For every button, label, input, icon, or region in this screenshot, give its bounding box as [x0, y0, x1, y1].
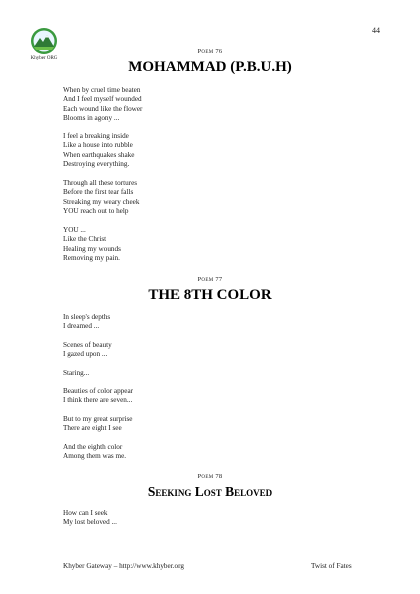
footer-source: Khyber Gateway – http://www.khyber.org: [63, 562, 184, 570]
poem-line: Scenes of beauty: [63, 341, 112, 349]
poem-line: Removing my pain.: [63, 253, 120, 262]
stanza: [63, 341, 112, 360]
stanza: [63, 179, 139, 216]
poem-line: Healing my wounds: [63, 244, 121, 253]
poem-line: I think there are seven...: [63, 396, 133, 405]
stanza: [63, 226, 121, 263]
page-number: 44: [372, 26, 380, 35]
poem-line: Like the Christ: [63, 235, 107, 244]
poem-line: Staring...: [63, 369, 90, 377]
stanza: [63, 509, 117, 528]
poem-line: I gazed upon ...: [63, 350, 108, 359]
poem-line: YOU reach out to help: [63, 206, 129, 215]
poem-line: Streaking my weary cheek: [63, 197, 140, 206]
poem-line: Destroying everything.: [63, 159, 130, 168]
poem-title: MOHAMMAD (P.B.U.H): [128, 59, 292, 75]
poem-line: My lost beloved ...: [63, 518, 117, 527]
poem-line: Beauties of color appear: [63, 387, 134, 395]
poem-line: I dreamed ...: [63, 322, 100, 331]
poem-line: When by cruel time beaten: [63, 86, 141, 94]
poem-line: Among them was me.: [63, 452, 127, 461]
poem-line: YOU ...: [63, 226, 86, 234]
poem-line: How can I seek: [63, 509, 108, 517]
stanza: [63, 443, 126, 462]
poem-line: Like a house into rubble: [63, 141, 133, 150]
stanza: [63, 369, 89, 378]
poem-label: Poem 78: [197, 473, 223, 480]
poem-line: Through all these tortures: [63, 179, 138, 187]
poem-line: Before the first tear falls: [63, 188, 134, 197]
stanza: [63, 313, 110, 332]
poem-line: And I feel myself wounded: [63, 95, 142, 104]
poem-line: And the eighth color: [63, 443, 123, 451]
poem-label: Poem 77: [197, 276, 223, 283]
poem-label: Poem 76: [197, 48, 223, 55]
khyber-logo: [22, 27, 66, 61]
poem-line: When earthquakes shake: [63, 150, 135, 159]
poem-line: But to my great surprise: [63, 415, 133, 423]
poem-title: THE 8TH COLOR: [148, 287, 272, 303]
poem-line: I feel a breaking inside: [63, 132, 129, 140]
poem-title: Seeking Lost Beloved: [147, 484, 273, 499]
poem-line: There are eight I see: [63, 424, 122, 433]
stanza: [63, 415, 132, 434]
logo-text: Khyber ORG: [30, 56, 58, 61]
footer-book-title: Twist of Fates: [311, 562, 352, 570]
poem-line: Blooms in agony ...: [63, 113, 120, 122]
poem-line: Each wound like the flower: [63, 104, 143, 113]
stanza: [63, 86, 142, 123]
stanza: [63, 387, 133, 406]
stanza: [63, 132, 134, 169]
poem-line: In sleep's depths: [63, 313, 111, 321]
